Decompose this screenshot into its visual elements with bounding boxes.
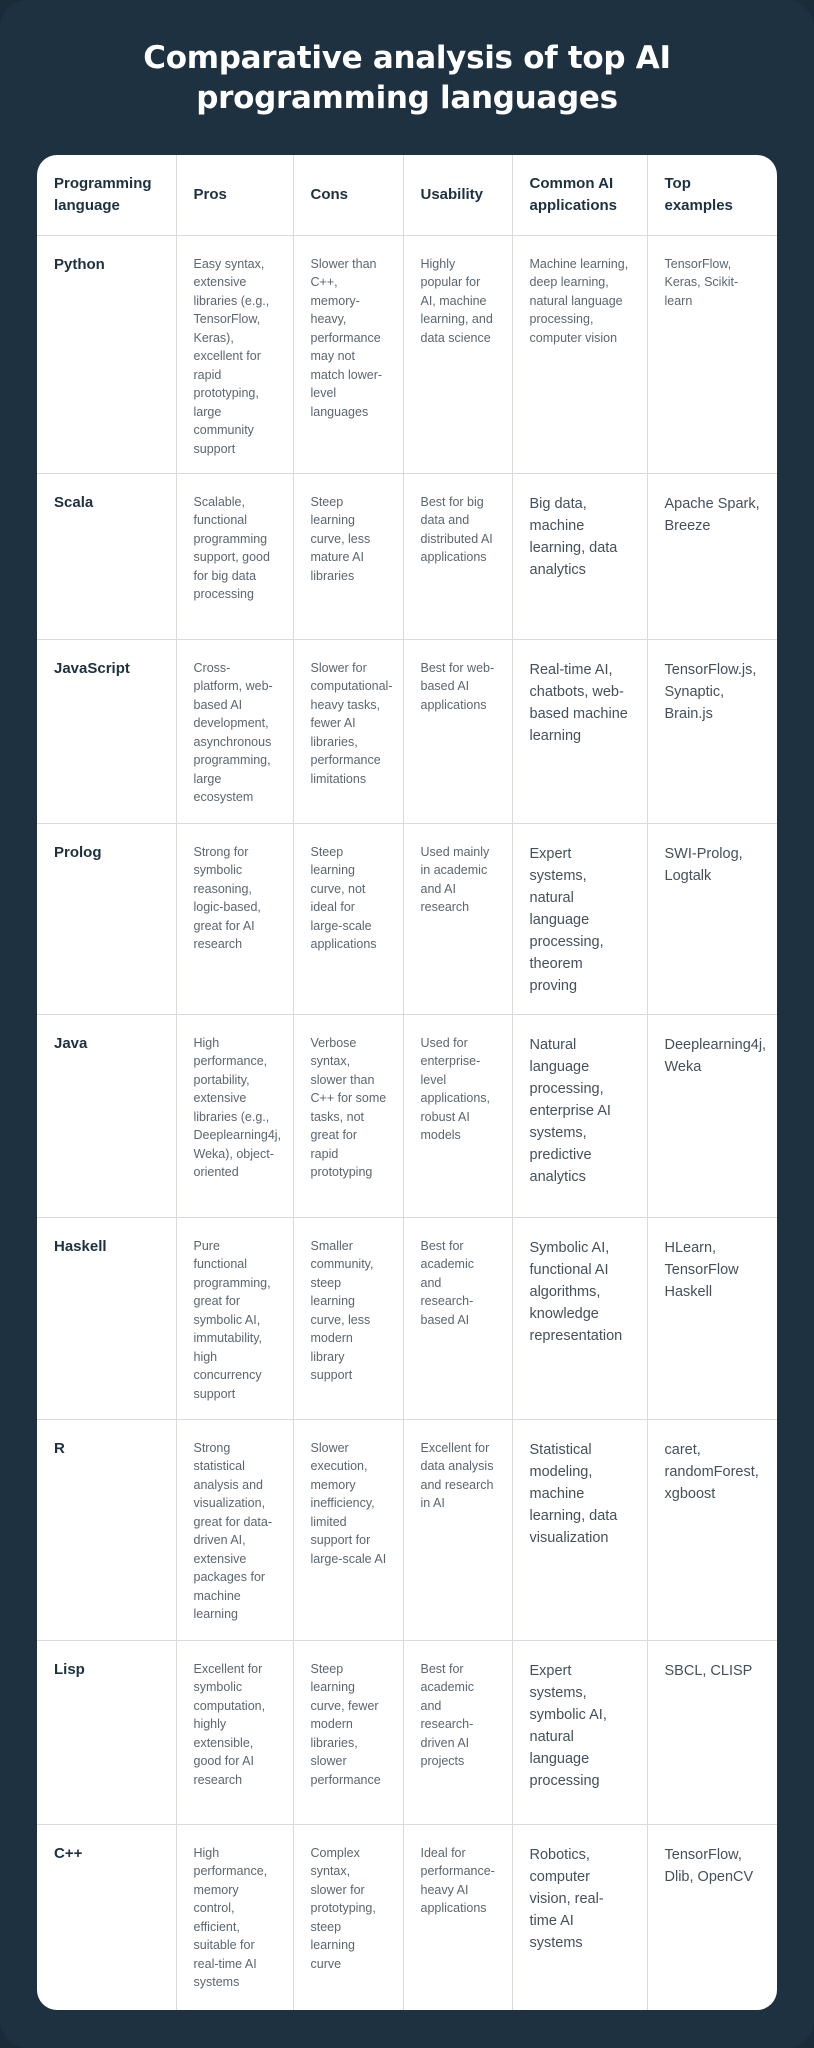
language-cell: R: [37, 1419, 176, 1640]
cons-cell: Slower for computational-heavy tasks, fewer AI libraries, performance limitations: [293, 639, 403, 823]
table-row: [37, 1419, 777, 1640]
applications-cell: Big data, machine learning, data analytics: [512, 473, 647, 639]
examples-cell: TensorFlow, Keras, Scikit-learn: [647, 235, 777, 473]
table-row: [37, 1014, 777, 1217]
language-cell: JavaScript: [37, 639, 176, 823]
table-header-row: [37, 155, 777, 235]
applications-cell: Real-time AI, chatbots, web-based machine learning: [512, 639, 647, 823]
usability-cell: Excellent for data analysis and research in AI: [403, 1419, 512, 1640]
cons-cell: Complex syntax, slower for prototyping, steep learning curve: [293, 1824, 403, 2010]
applications-cell: Machine learning, deep learning, natural language processing, computer vision: [512, 235, 647, 473]
cons-cell: Verbose syntax, slower than C++ for some tasks, not great for rapid prototyping: [293, 1014, 403, 1217]
usability-cell: Best for web-based AI applications: [403, 639, 512, 823]
column-header: Usability: [403, 155, 512, 235]
applications-cell: Expert systems, natural language processing, theorem proving: [512, 823, 647, 1014]
language-cell: Prolog: [37, 823, 176, 1014]
applications-cell: Expert systems, symbolic AI, natural language processing: [512, 1640, 647, 1824]
column-header: Programming language: [37, 155, 176, 235]
pros-cell: High performance, memory control, efficient, suitable for real-time AI systems: [176, 1824, 293, 2010]
examples-cell: HLearn, TensorFlow Haskell: [647, 1217, 777, 1419]
examples-cell: caret, randomForest, xgboost: [647, 1419, 777, 1640]
usability-cell: Best for academic and research-driven AI projects: [403, 1640, 512, 1824]
usability-cell: Used for enterprise-level applications, robust AI models: [403, 1014, 512, 1217]
page-title: Comparative analysis of top AI programming languages: [143, 40, 671, 116]
pros-cell: Pure functional programming, great for symbolic AI, immutability, high concurrency support: [176, 1217, 293, 1419]
column-header: Cons: [293, 155, 403, 235]
cons-cell: Slower than C++, memory-heavy, performance may not match lower-level languages: [293, 235, 403, 473]
applications-cell: Robotics, computer vision, real-time AI systems: [512, 1824, 647, 2010]
pros-cell: Strong for symbolic reasoning, logic-based, great for AI research: [176, 823, 293, 1014]
usability-cell: Used mainly in academic and AI research: [403, 823, 512, 1014]
examples-cell: TensorFlow.js, Synaptic, Brain.js: [647, 639, 777, 823]
usability-cell: Ideal for performance-heavy AI applications: [403, 1824, 512, 2010]
table-row: [37, 1824, 777, 2010]
cons-cell: Smaller community, steep learning curve, less modern library support: [293, 1217, 403, 1419]
language-cell: Scala: [37, 473, 176, 639]
language-cell: Haskell: [37, 1217, 176, 1419]
examples-cell: SBCL, CLISP: [647, 1640, 777, 1824]
cons-cell: Slower execution, memory inefficiency, limited support for large-scale AI: [293, 1419, 403, 1640]
comparison-table-card: [37, 155, 777, 2010]
column-header: Common AI applications: [512, 155, 647, 235]
usability-cell: Best for academic and research-based AI: [403, 1217, 512, 1419]
table-row: [37, 235, 777, 473]
usability-cell: Best for big data and distributed AI applications: [403, 473, 512, 639]
applications-cell: Statistical modeling, machine learning, data visualization: [512, 1419, 647, 1640]
cons-cell: Steep learning curve, not ideal for large-scale applications: [293, 823, 403, 1014]
pros-cell: Strong statistical analysis and visualization, great for data-driven AI, extensive packages for machine learning: [176, 1419, 293, 1640]
table-row: [37, 1217, 777, 1419]
applications-cell: Symbolic AI, functional AI algorithms, knowledge representation: [512, 1217, 647, 1419]
applications-cell: Natural language processing, enterprise AI systems, predictive analytics: [512, 1014, 647, 1217]
examples-cell: Deeplearning4j, Weka: [647, 1014, 777, 1217]
table-row: [37, 473, 777, 639]
column-header: Top examples: [647, 155, 777, 235]
table-row: [37, 639, 777, 823]
cons-cell: Steep learning curve, fewer modern libraries, slower performance: [293, 1640, 403, 1824]
language-cell: C++: [37, 1824, 176, 2010]
examples-cell: SWI-Prolog, Logtalk: [647, 823, 777, 1014]
examples-cell: TensorFlow, Dlib, OpenCV: [664, 1846, 754, 1885]
cons-cell: Steep learning curve, less mature AI libraries: [293, 473, 403, 639]
pros-cell: Excellent for symbolic computation, highly extensible, good for AI research: [176, 1640, 293, 1824]
pros-cell: Scalable, functional programming support, good for big data processing: [176, 473, 293, 639]
pros-cell: High performance, portability, extensive libraries (e.g., Deeplearning4j, Weka), object-oriented: [176, 1014, 293, 1217]
pros-cell: Easy syntax, extensive libraries (e.g., TensorFlow, Keras), excellent for rapid prototyping, large community support: [176, 235, 293, 473]
usability-cell: Highly popular for AI, machine learning, and data science: [403, 235, 512, 473]
language-cell: Lisp: [37, 1640, 176, 1824]
language-cell: Java: [37, 1014, 176, 1217]
examples-cell: Apache Spark, Breeze: [647, 473, 777, 639]
pros-cell: Cross-platform, web-based AI development, asynchronous programming, large ecosystem: [176, 639, 293, 823]
comparison-table: [37, 155, 777, 2010]
table-row: [37, 823, 777, 1014]
column-header: Pros: [176, 155, 293, 235]
language-cell: Python: [37, 235, 176, 473]
table-row: [37, 1640, 777, 1824]
